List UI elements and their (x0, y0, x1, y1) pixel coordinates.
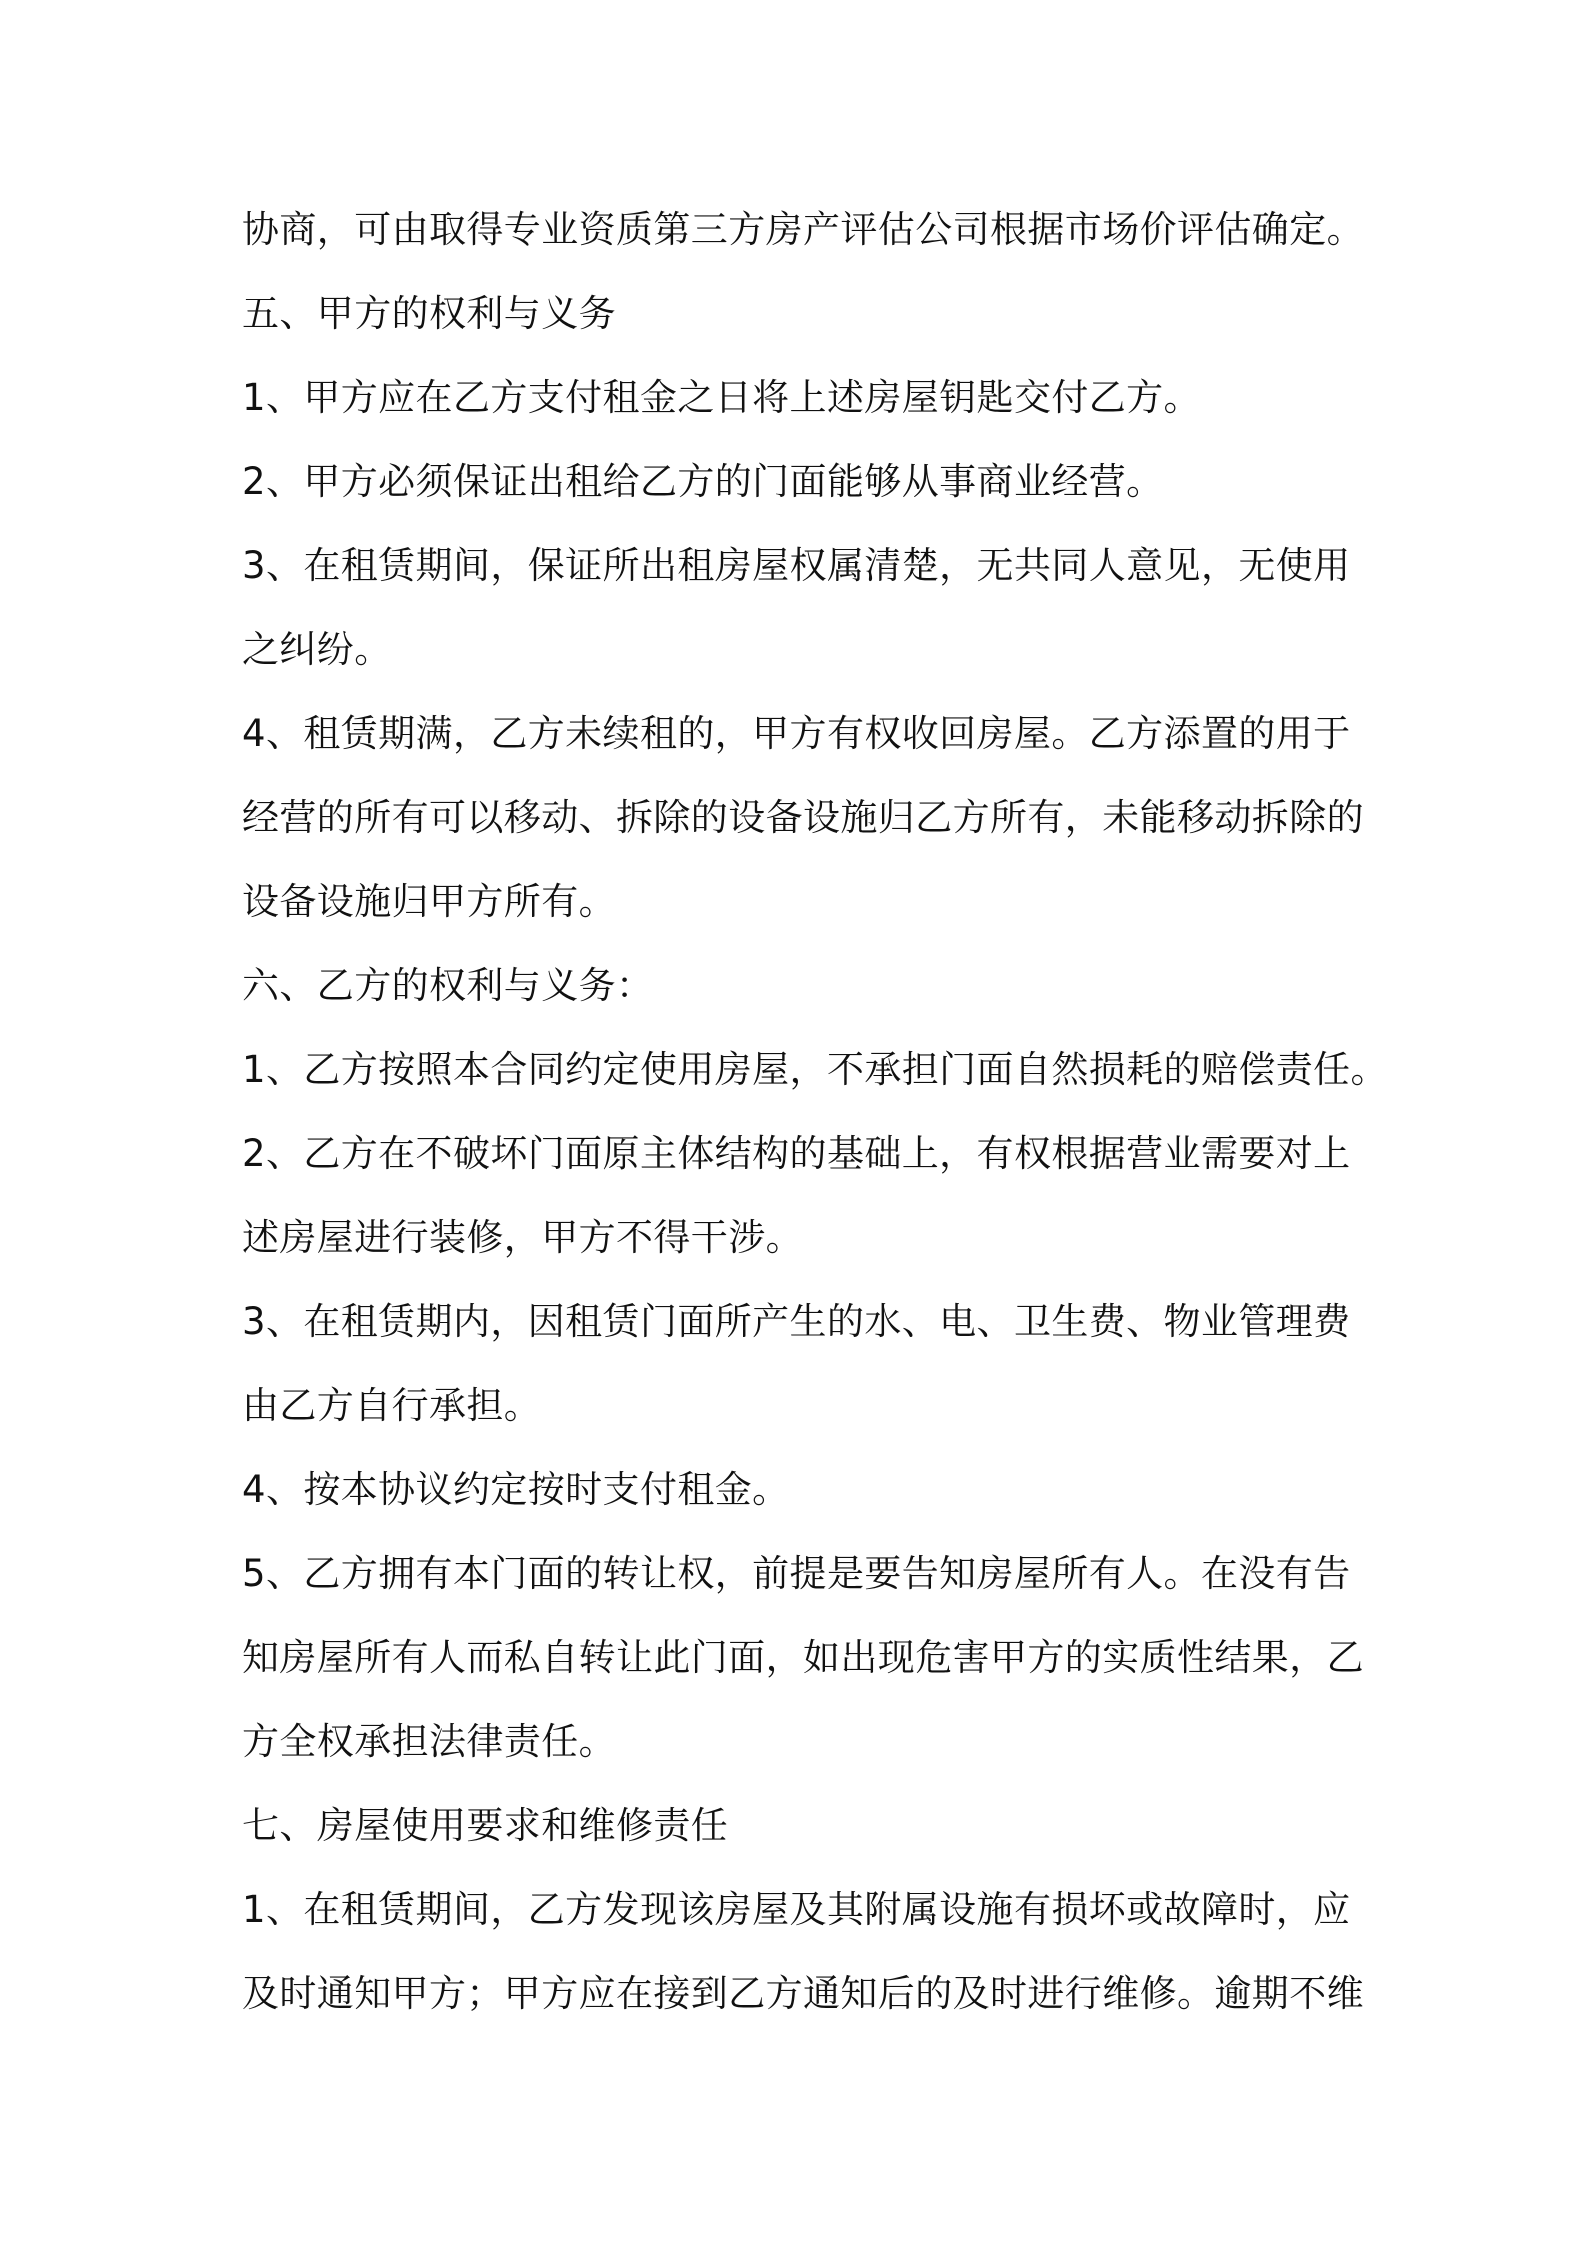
section-heading-6: 六、乙方的权利与义务： (242, 964, 654, 1007)
text-line: 及时通知甲方；甲方应在接到乙方通知后的及时进行维修。逾期不维 (242, 1972, 1364, 2015)
text-line: 经营的所有可以移动、拆除的设备设施归乙方所有，未能移动拆除的 (242, 796, 1364, 839)
text-line: 1、乙方按照本合同约定使用房屋，不承担门面自然损耗的赔偿责任。 (242, 1048, 1388, 1091)
text-line: 2、乙方在不破坏门面原主体结构的基础上，有权根据营业需要对上 (242, 1132, 1351, 1175)
text-line: 协商，可由取得专业资质第三方房产评估公司根据市场价评估确定。 (242, 208, 1364, 251)
text-line: 之纠纷。 (242, 628, 392, 671)
text-line: 1、甲方应在乙方支付租金之日将上述房屋钥匙交付乙方。 (242, 376, 1201, 419)
text-line: 述房屋进行装修，甲方不得干涉。 (242, 1216, 803, 1259)
text-line: 由乙方自行承担。 (242, 1384, 542, 1427)
text-line: 知房屋所有人而私自转让此门面，如出现危害甲方的实质性结果，乙 (242, 1636, 1364, 1679)
text-line: 1、在租赁期间，乙方发现该房屋及其附属设施有损坏或故障时，应 (242, 1888, 1351, 1931)
text-line: 3、在租赁期内，因租赁门面所产生的水、电、卫生费、物业管理费 (242, 1300, 1351, 1343)
contract-text (242, 188, 1388, 2036)
text-line: 5、乙方拥有本门面的转让权，前提是要告知房屋所有人。在没有告 (242, 1552, 1351, 1595)
section-heading-5: 五、甲方的权利与义务 (242, 292, 616, 335)
text-line: 4、租赁期满，乙方未续租的，甲方有权收回房屋。乙方添置的用于 (242, 712, 1351, 755)
section-heading-7: 七、房屋使用要求和维修责任 (242, 1804, 729, 1847)
text-line: 4、按本协议约定按时支付租金。 (242, 1468, 790, 1511)
text-line: 方全权承担法律责任。 (242, 1720, 616, 1763)
text-line: 2、甲方必须保证出租给乙方的门面能够从事商业经营。 (242, 460, 1164, 503)
text-line: 设备设施归甲方所有。 (242, 880, 616, 923)
text-line: 3、在租赁期间，保证所出租房屋权属清楚，无共同人意见，无使用 (242, 544, 1351, 587)
